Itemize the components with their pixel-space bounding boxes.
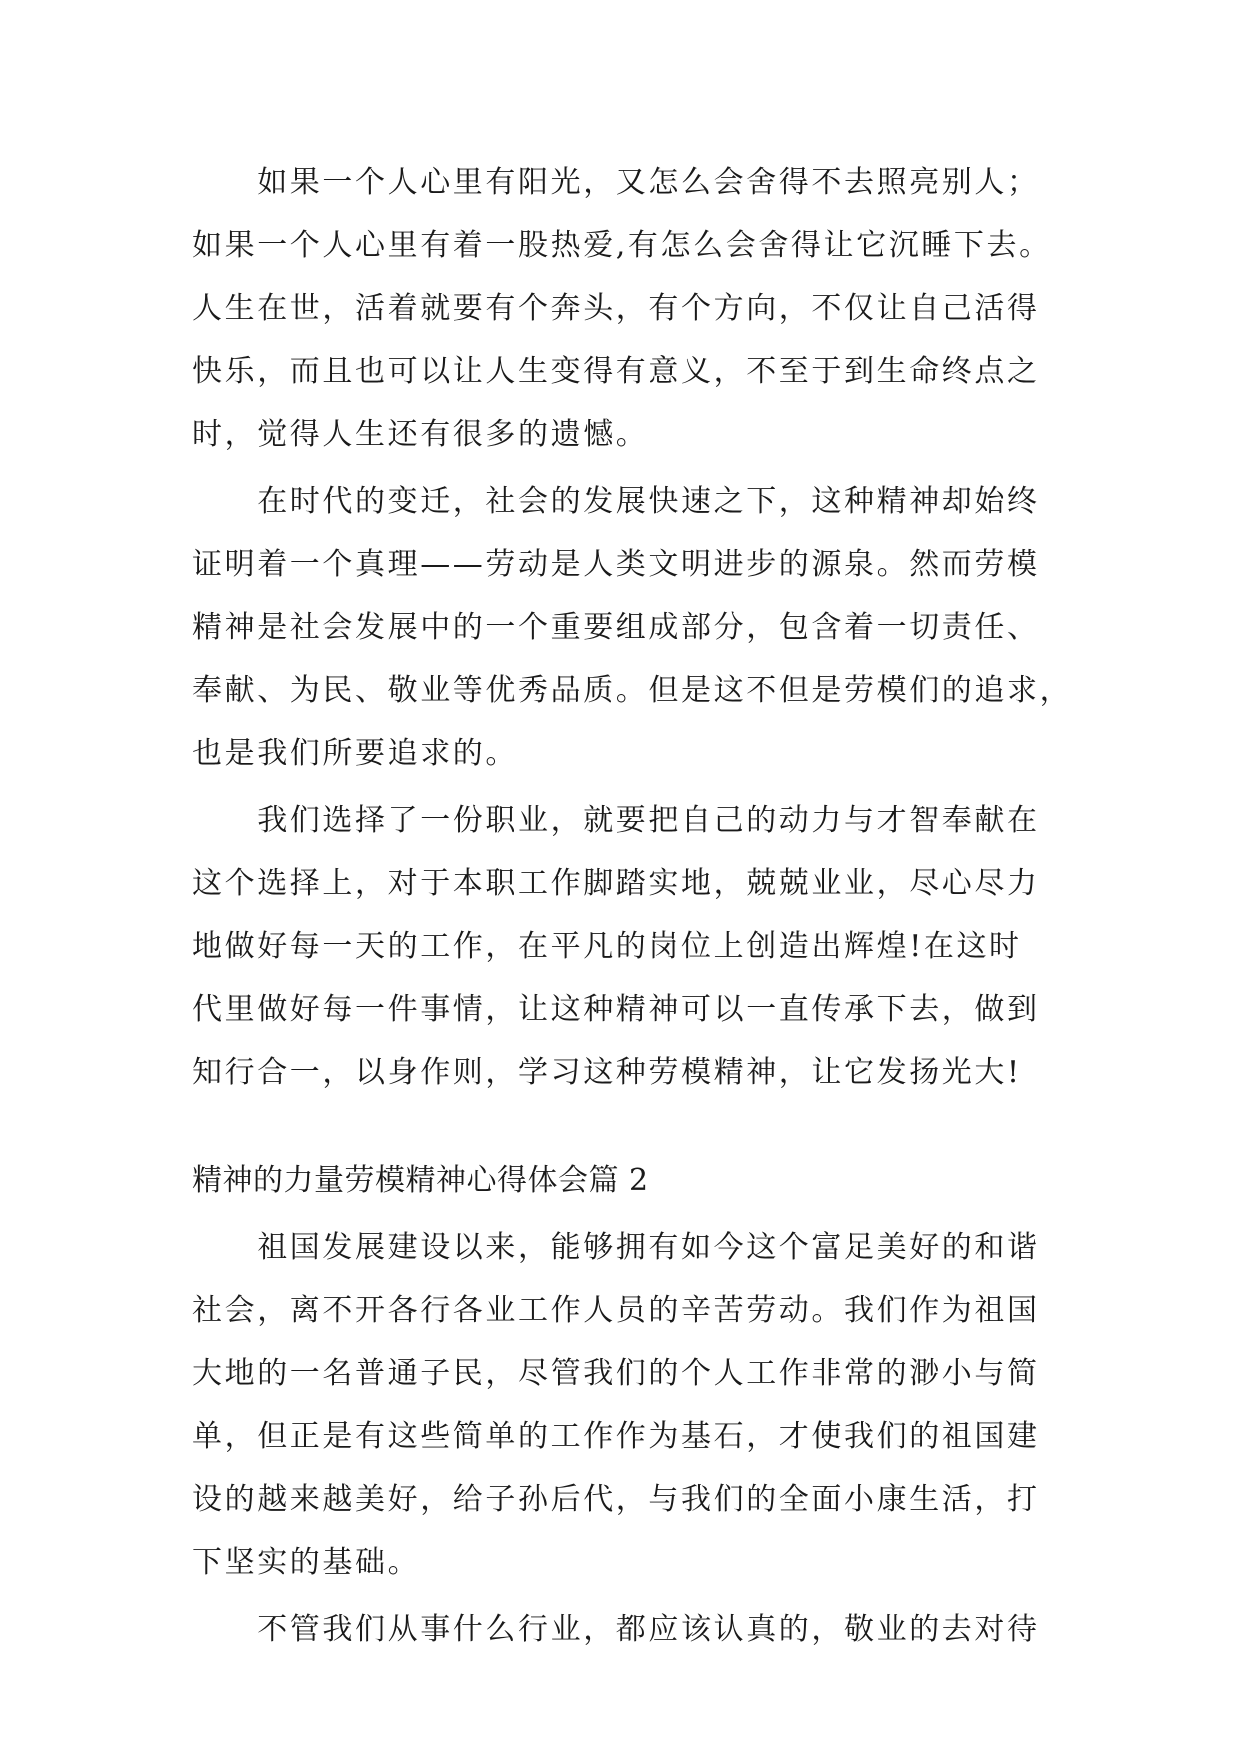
paragraph-line: 我们选择了一份职业，就要把自己的动力与才智奉献在 [192,803,1040,838]
paragraph-line: 单，但正是有这些简单的工作作为基石，才使我们的祖国建 [192,1419,1040,1454]
paragraph-line: 证明着一个真理——劳动是人类文明进步的源泉。然而劳模 [192,547,1040,582]
paragraph-line: 地做好每一天的工作，在平凡的岗位上创造出辉煌!在这时 [192,929,1022,964]
paragraph-line: 时，觉得人生还有很多的遗憾。 [192,417,649,452]
paragraph-line: 快乐，而且也可以让人生变得有意义，不至于到生命终点之 [192,354,1040,389]
paragraph-line: 大地的一名普通子民，尽管我们的个人工作非常的渺小与简 [192,1356,1040,1391]
paragraph-line: 祖国发展建设以来，能够拥有如今这个富足美好的和谐 [192,1230,1040,1265]
paragraph-line: 知行合一，以身作则，学习这种劳模精神，让它发扬光大! [192,1055,1022,1090]
section-heading: 精神的力量劳模精神心得体会篇 2 [192,1163,649,1198]
paragraph-line: 设的越来越美好，给子孙后代，与我们的全面小康生活，打 [192,1482,1040,1517]
paragraph-line: 精神是社会发展中的一个重要组成部分，包含着一切责任、 [192,610,1040,645]
paragraph-line: 代里做好每一件事情，让这种精神可以一直传承下去，做到 [192,992,1040,1027]
paragraph-line: 不管我们从事什么行业，都应该认真的，敬业的去对待 [192,1612,1040,1647]
paragraph-line: 也是我们所要追求的。 [192,736,518,771]
paragraph-line: 如果一个人心里有阳光，又怎么会舍得不去照亮别人； [192,165,1040,200]
paragraph-line: 奉献、为民、敬业等优秀品质。但是这不但是劳模们的追求， [192,673,1073,708]
paragraph-line: 在时代的变迁，社会的发展快速之下，这种精神却始终 [192,484,1040,519]
paragraph-line: 社会，离不开各行各业工作人员的辛苦劳动。我们作为祖国 [192,1293,1040,1328]
paragraph-line: 如果一个人心里有着一股热爱,有怎么会舍得让它沉睡下去。 [192,228,1052,263]
paragraph-line: 人生在世，活着就要有个奔头，有个方向，不仅让自己活得 [192,291,1040,326]
paragraph-line: 这个选择上，对于本职工作脚踏实地，兢兢业业，尽心尽力 [192,866,1040,901]
paragraph-line: 下坚实的基础。 [192,1545,421,1580]
